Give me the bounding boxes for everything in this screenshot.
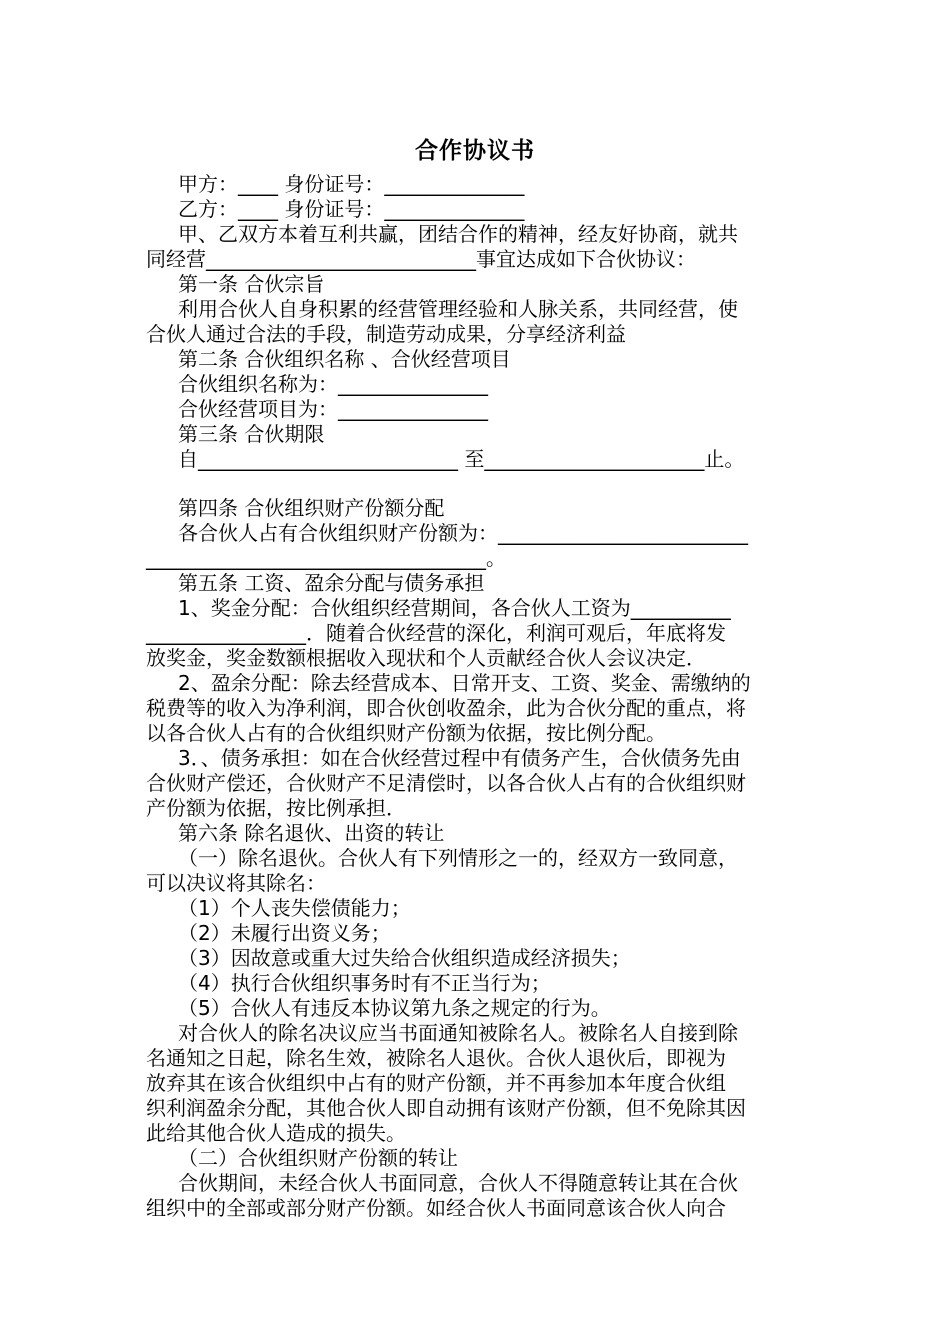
- text-line: 第三条 合伙期限: [178, 422, 325, 446]
- text-line: （一）除名退伙。合伙人有下列情形之一的，经双方一致同意，: [178, 846, 738, 870]
- text-line: 合伙期间，未经合伙人书面同意，合伙人不得随意转让其在合伙: [178, 1171, 738, 1195]
- text-line: 此给其他合伙人造成的损失。: [146, 1121, 406, 1145]
- text-line: （1）个人丧失偿债能力；: [178, 896, 411, 920]
- text-line: 对合伙人的除名决议应当书面通知被除名人。被除名人自接到除: [178, 1021, 738, 1045]
- text-line: 第一条 合伙宗旨: [178, 272, 325, 296]
- blank-line: [146, 472, 806, 496]
- text-line: 产份额为依据，按比例承担．: [146, 796, 406, 820]
- text-line: 各合伙人占有合伙组织财产份额为：_________________________: [178, 521, 748, 545]
- text-line: 合伙组织名称为：_______________: [178, 372, 488, 396]
- text-line: 甲、乙双方本着互利共赢，团结合作的精神，经友好协商，就共: [178, 222, 738, 246]
- text-line: 可以决议将其除名：: [146, 871, 326, 895]
- text-line: （二）合伙组织财产份额的转让: [178, 1146, 458, 1170]
- text-line: 以各合伙人占有的合伙组织财产份额为依据，按比例分配。: [146, 721, 666, 745]
- text-line: 3．、债务承担：如在合伙经营过程中有债务产生，合伙债务先由: [178, 746, 741, 770]
- text-line: 合伙财产偿还，合伙财产不足清偿时，以各合伙人占有的合伙组织财: [146, 771, 746, 795]
- text-line: （3）因故意或重大过失给合伙组织造成经济损失；: [178, 946, 631, 970]
- text-line: 合伙人通过合法的手段，制造劳动成果，分享经济利益: [146, 322, 626, 346]
- text-line: 税费等的收入为净利润，即合伙创收盈余，此为合伙分配的重点，将: [146, 696, 746, 720]
- text-line: 同经营___________________________事宜达成如下合伙协议：: [146, 247, 696, 271]
- text-line: 放奖金，奖金数额根据收入现状和个人贡献经合伙人会议决定．: [146, 646, 706, 670]
- text-line: 2、盈余分配：除去经营成本、日常开支、工资、奖金、需缴纳的: [178, 671, 751, 695]
- text-line: （5）合伙人有违反本协议第九条之规定的行为。: [178, 996, 611, 1020]
- text-line: ________________．随着合伙经营的深化，利润可观后，年底将发: [146, 621, 726, 645]
- text-line: 利用合伙人自身积累的经营管理经验和人脉关系，共同经营，使: [178, 297, 738, 321]
- text-line: 第四条 合伙组织财产份额分配: [178, 496, 445, 520]
- text-line: 第六条 除名退伙、出资的转让: [178, 821, 445, 845]
- text-line: 自__________________________ 至______________________止。: [178, 447, 745, 471]
- text-line: 组织中的全部或部分财产份额。如经合伙人书面同意该合伙人向合: [146, 1196, 726, 1220]
- text-line: 乙方：____ 身份证号：______________: [178, 197, 525, 221]
- document-title: 合作协议书: [415, 138, 535, 164]
- text-line: 第五条 工资、盈余分配与债务承担: [178, 571, 485, 595]
- document-body: [146, 172, 806, 1221]
- text-line: 1、奖金分配：合伙组织经营期间，各合伙人工资为__________: [178, 596, 731, 620]
- text-line: 甲方：____ 身份证号：______________: [178, 172, 525, 196]
- text-line: 第二条 合伙组织名称 、合伙经营项目: [178, 347, 511, 371]
- text-line: （4）执行合伙组织事务时有不正当行为；: [178, 971, 551, 995]
- text-line: __________________________________。: [146, 546, 506, 570]
- text-line: 织利润盈余分配，其他合伙人即自动拥有该财产份额，但不免除其因: [146, 1096, 746, 1120]
- text-line: 名通知之日起，除名生效，被除名人退伙。合伙人退伙后，即视为: [146, 1046, 726, 1070]
- text-line: （2）未履行出资义务；: [178, 921, 391, 945]
- text-line: 放弃其在该合伙组织中占有的财产份额，并不再参加本年度合伙组: [146, 1071, 726, 1095]
- text-line: 合伙经营项目为：_______________: [178, 397, 488, 421]
